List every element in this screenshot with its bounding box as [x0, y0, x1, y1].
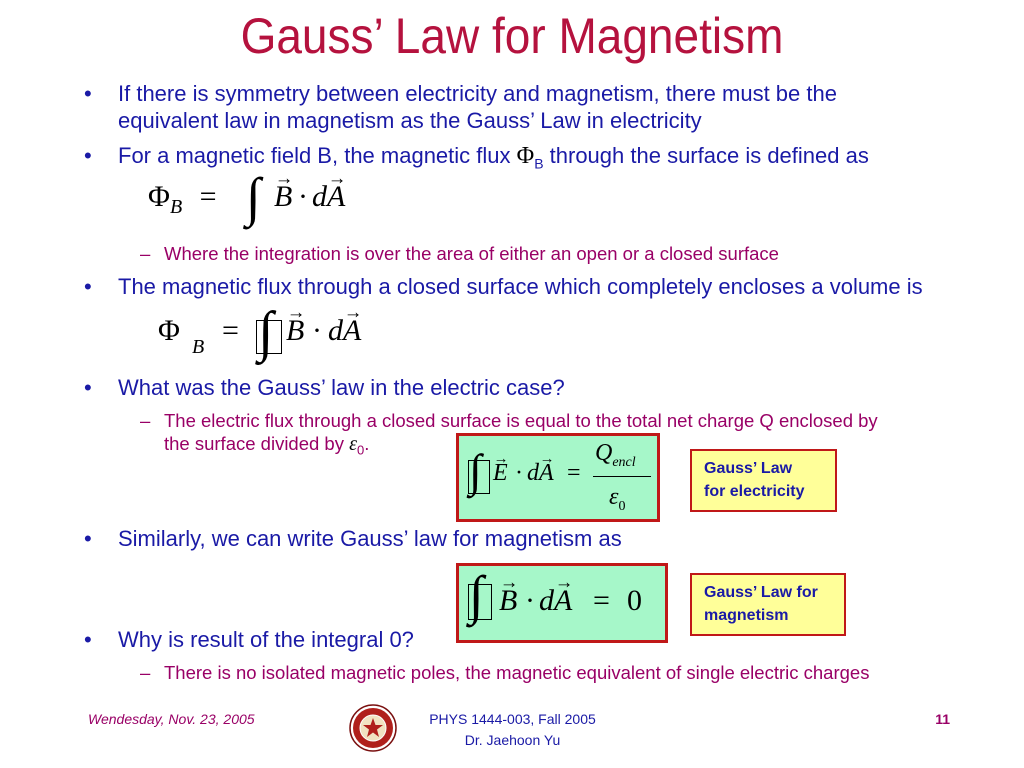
vector-e: → E	[493, 460, 508, 487]
footer-date: Wendesday, Nov. 23, 2005	[88, 711, 255, 727]
equation-box-magnetic: ∫ → B · d→ A = 0	[456, 563, 668, 643]
integral-sign: ∫	[246, 167, 261, 227]
integral-sign: ∫	[469, 565, 484, 625]
integral-sign: ∫	[469, 445, 482, 496]
fraction-bar	[593, 476, 651, 477]
bullet-marker: •	[84, 627, 92, 652]
page-number: 11	[935, 711, 950, 727]
flux-symbol: Φ	[516, 143, 535, 169]
bullet-1-line-1: If there is symmetry between electricity and magnetism, there must be the	[118, 81, 837, 106]
footer-course: PHYS 1444-003, Fall 2005	[429, 711, 596, 727]
vector-b: → B	[274, 180, 292, 214]
bullet-2-text: For a magnetic field B, the magnetic flux $\Phi_B$ through the surface is defined as	[118, 143, 869, 172]
vector-a: → A	[327, 180, 345, 214]
callout-electricity: Gauss’ Law for electricity	[690, 449, 837, 512]
bullet-marker: •	[84, 274, 92, 299]
equation-closed-surface-flux: Φ B = ∫ → B · d→ A	[158, 314, 398, 374]
zero-result: 0	[627, 584, 642, 617]
integral-sign: ∫	[258, 301, 274, 363]
sub-bullet-2-line-2: the surface divided by $\varepsilon_0$.	[164, 433, 370, 458]
vector-a: → A	[554, 584, 572, 618]
equation-flux-definition: $\Phi_B$ = ∫ → B · d→ A	[148, 180, 227, 219]
epsilon-zero: $\varepsilon_0$	[609, 484, 626, 514]
vector-b: → B	[499, 584, 517, 618]
bullet-marker: •	[84, 143, 92, 168]
footer-instructor: Dr. Jaehoon Yu	[464, 732, 561, 748]
university-seal-icon	[349, 704, 397, 752]
charge-enclosed: $Q_{encl}$	[595, 440, 636, 470]
dash-marker: –	[140, 662, 151, 683]
dash-marker: –	[140, 410, 151, 431]
equation-box-electric: ∫ → E · d→ A = $Q_{encl}$ $\varepsilon_0$	[456, 433, 660, 522]
bullet-1-line-2: equivalent law in magnetism as the Gauss’ Law in electricity	[118, 108, 702, 133]
bullet-marker: •	[84, 375, 92, 400]
dash-marker: –	[140, 243, 151, 264]
slide-title: Gauss’ Law for Magnetism	[240, 8, 784, 64]
vector-a: → A	[539, 460, 554, 487]
bullet-marker: •	[84, 81, 92, 106]
vector-a: → A	[343, 314, 361, 348]
vector-b: → B	[286, 314, 304, 348]
bullet-marker: •	[84, 526, 92, 551]
callout-magnetism: Gauss’ Law for magnetism	[690, 573, 846, 636]
